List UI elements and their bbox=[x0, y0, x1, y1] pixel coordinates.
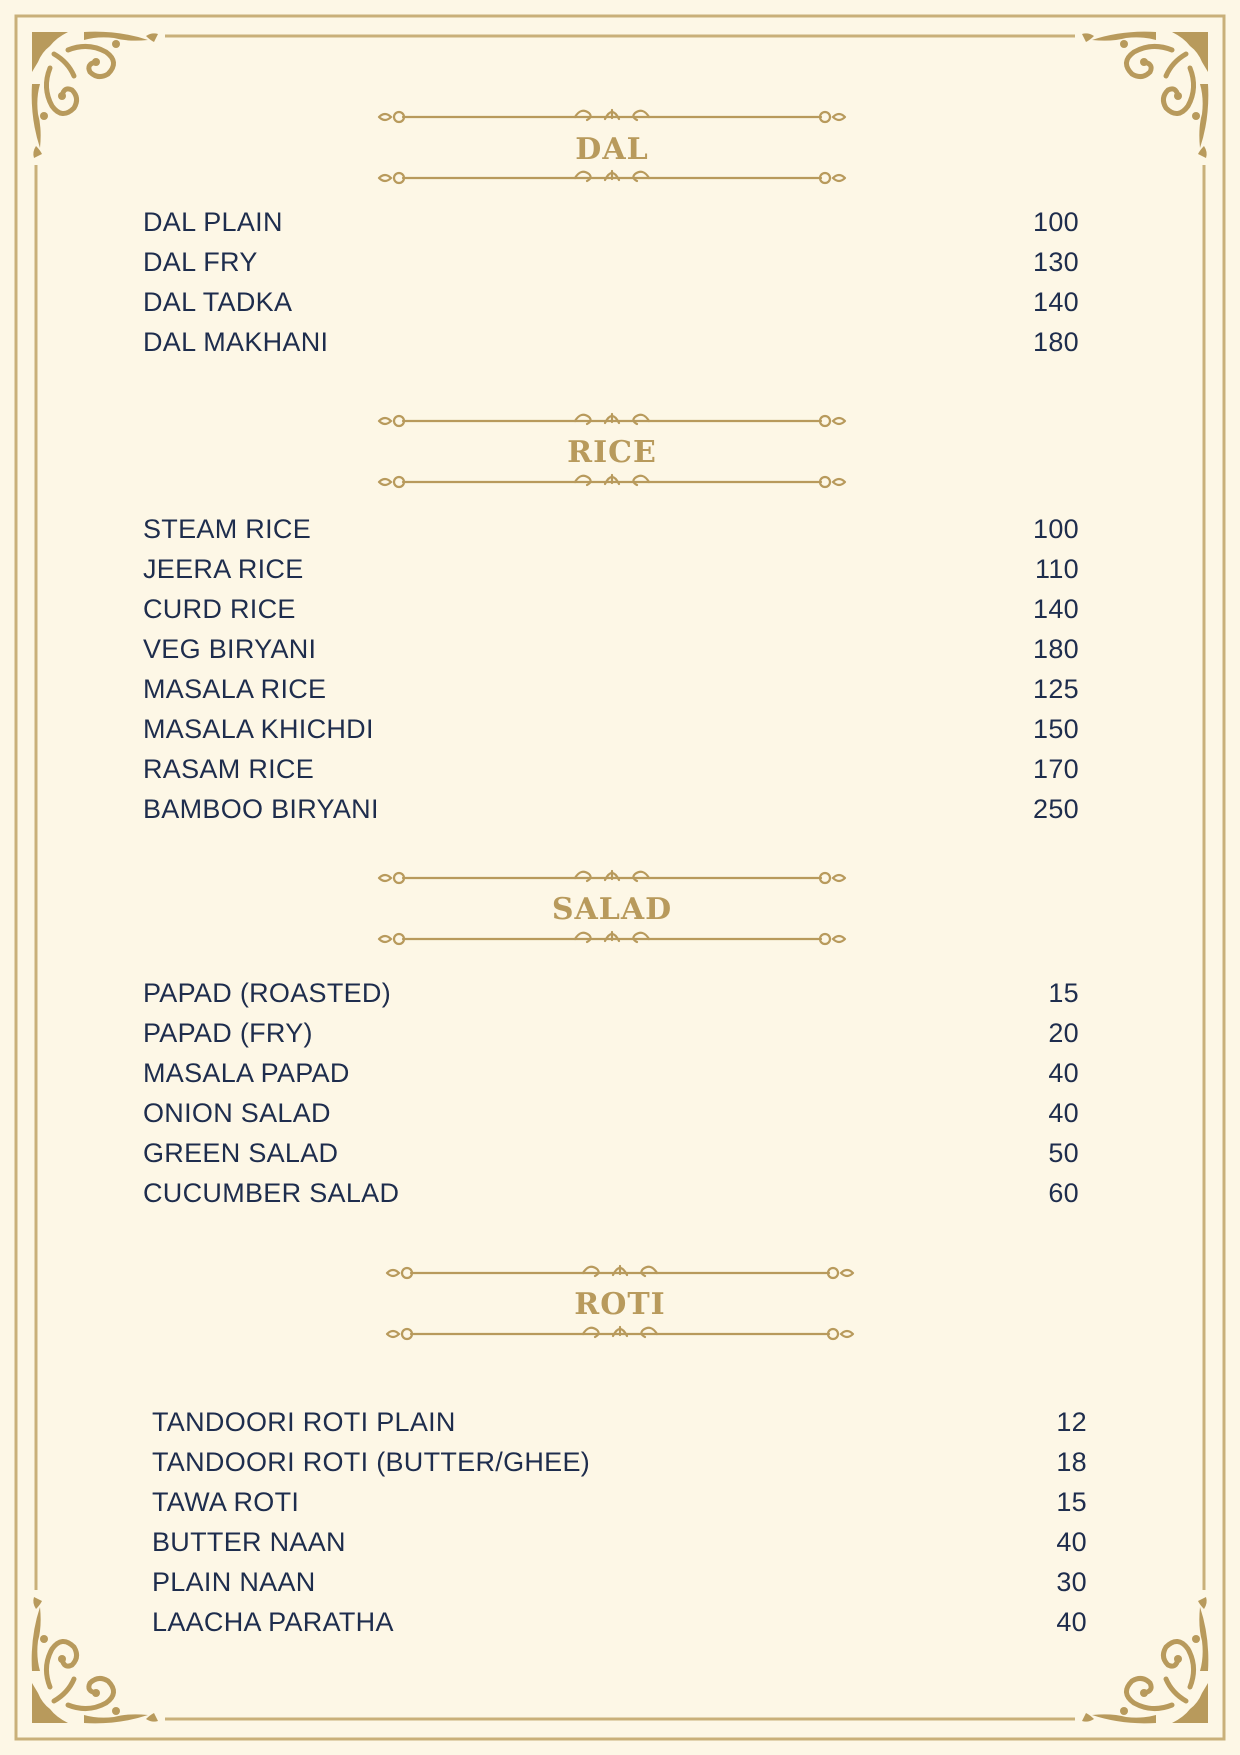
menu-item bbox=[143, 202, 1079, 242]
menu-item-name: ONION SALAD bbox=[143, 1098, 331, 1128]
menu-item-name: MASALA RICE bbox=[143, 674, 327, 704]
menu-item bbox=[143, 509, 1079, 549]
menu-item-price: 12 bbox=[1056, 1407, 1087, 1437]
menu-item-name: DAL MAKHANI bbox=[143, 327, 329, 357]
menu-item-name: STEAM RICE bbox=[143, 514, 312, 544]
menu-item-price: 40 bbox=[1048, 1098, 1079, 1128]
section-title: SALAD bbox=[551, 892, 673, 927]
menu-item-name: BUTTER NAAN bbox=[152, 1527, 346, 1557]
menu-item bbox=[152, 1442, 1087, 1482]
menu-item-price: 110 bbox=[1035, 554, 1079, 584]
section-title: DAL bbox=[575, 132, 649, 167]
menu-item-name: PLAIN NAAN bbox=[152, 1567, 316, 1597]
menu-item bbox=[143, 1173, 1079, 1213]
menu-item bbox=[143, 322, 1079, 362]
menu-item-price: 40 bbox=[1048, 1058, 1079, 1088]
menu-item bbox=[152, 1602, 1087, 1642]
corner-flourish-icon bbox=[28, 28, 158, 158]
menu-item-price: 250 bbox=[1033, 794, 1079, 824]
section-title: ROTI bbox=[574, 1287, 666, 1322]
menu-item-price: 60 bbox=[1048, 1178, 1079, 1208]
menu-item-name: JEERA RICE bbox=[143, 554, 304, 584]
menu-item bbox=[143, 1013, 1079, 1053]
menu-item bbox=[143, 973, 1079, 1013]
menu-item-price: 50 bbox=[1048, 1138, 1079, 1168]
ornate-divider-icon bbox=[375, 867, 849, 889]
menu-item-price: 40 bbox=[1056, 1527, 1087, 1557]
menu-item-price: 125 bbox=[1033, 674, 1079, 704]
menu-item-name: TANDOORI ROTI (BUTTER/GHEE) bbox=[152, 1447, 591, 1477]
menu-item bbox=[143, 1053, 1079, 1093]
menu-item bbox=[143, 749, 1079, 789]
menu-item bbox=[143, 589, 1079, 629]
menu-item bbox=[143, 629, 1079, 669]
ornate-divider-icon bbox=[375, 410, 849, 432]
menu-item-name: TAWA ROTI bbox=[152, 1487, 300, 1517]
menu-item bbox=[152, 1562, 1087, 1602]
menu-item-price: 140 bbox=[1033, 594, 1079, 624]
menu-item bbox=[143, 549, 1079, 589]
menu-item-price: 150 bbox=[1033, 714, 1079, 744]
menu-item-name: CUCUMBER SALAD bbox=[143, 1178, 400, 1208]
menu-item bbox=[143, 709, 1079, 749]
menu-item-price: 20 bbox=[1048, 1018, 1079, 1048]
menu-item bbox=[143, 1093, 1079, 1133]
menu-item-price: 15 bbox=[1056, 1487, 1087, 1517]
corner-flourish-icon bbox=[1082, 1597, 1212, 1727]
menu-item-price: 130 bbox=[1033, 247, 1079, 277]
menu-item bbox=[152, 1482, 1087, 1522]
menu-item bbox=[143, 789, 1079, 829]
menu-item-name: PAPAD (FRY) bbox=[143, 1018, 313, 1048]
menu-item-name: DAL TADKA bbox=[143, 287, 293, 317]
menu-item-price: 30 bbox=[1056, 1567, 1087, 1597]
menu-item-name: DAL FRY bbox=[143, 247, 258, 277]
menu-item bbox=[143, 1133, 1079, 1173]
menu-item-name: MASALA KHICHDI bbox=[143, 714, 374, 744]
menu-item-name: CURD RICE bbox=[143, 594, 296, 624]
corner-flourish-icon bbox=[1082, 28, 1212, 158]
menu-item bbox=[143, 282, 1079, 322]
menu-item-price: 100 bbox=[1033, 207, 1079, 237]
section-title: RICE bbox=[567, 435, 657, 470]
menu-item-price: 15 bbox=[1048, 978, 1079, 1008]
menu-item-name: PAPAD (ROASTED) bbox=[143, 978, 392, 1008]
menu-item-name: RASAM RICE bbox=[143, 754, 315, 784]
ornate-divider-icon bbox=[383, 1262, 857, 1284]
ornate-divider-icon bbox=[375, 471, 849, 493]
menu-item bbox=[143, 669, 1079, 709]
menu-item-name: LAACHA PARATHA bbox=[152, 1607, 394, 1637]
menu-item-name: GREEN SALAD bbox=[143, 1138, 339, 1168]
menu-item bbox=[152, 1522, 1087, 1562]
corner-flourish-icon bbox=[28, 1597, 158, 1727]
menu-item-price: 170 bbox=[1033, 754, 1079, 784]
menu-item-name: TANDOORI ROTI PLAIN bbox=[152, 1407, 456, 1437]
menu-item-price: 18 bbox=[1056, 1447, 1087, 1477]
ornate-divider-icon bbox=[375, 106, 849, 128]
ornate-divider-icon bbox=[383, 1323, 857, 1345]
menu-item-name: BAMBOO BIRYANI bbox=[143, 794, 379, 824]
menu-item-price: 40 bbox=[1056, 1607, 1087, 1637]
menu-item bbox=[143, 242, 1079, 282]
menu-item-name: VEG BIRYANI bbox=[143, 634, 317, 664]
menu-item-name: DAL PLAIN bbox=[143, 207, 283, 237]
ornate-divider-icon bbox=[375, 167, 849, 189]
ornate-divider-icon bbox=[375, 928, 849, 950]
menu-item-price: 180 bbox=[1033, 634, 1079, 664]
menu-item bbox=[152, 1402, 1087, 1442]
menu-item-price: 100 bbox=[1033, 514, 1079, 544]
menu-item-name: MASALA PAPAD bbox=[143, 1058, 350, 1088]
menu-item-price: 180 bbox=[1033, 327, 1079, 357]
menu-item-price: 140 bbox=[1033, 287, 1079, 317]
